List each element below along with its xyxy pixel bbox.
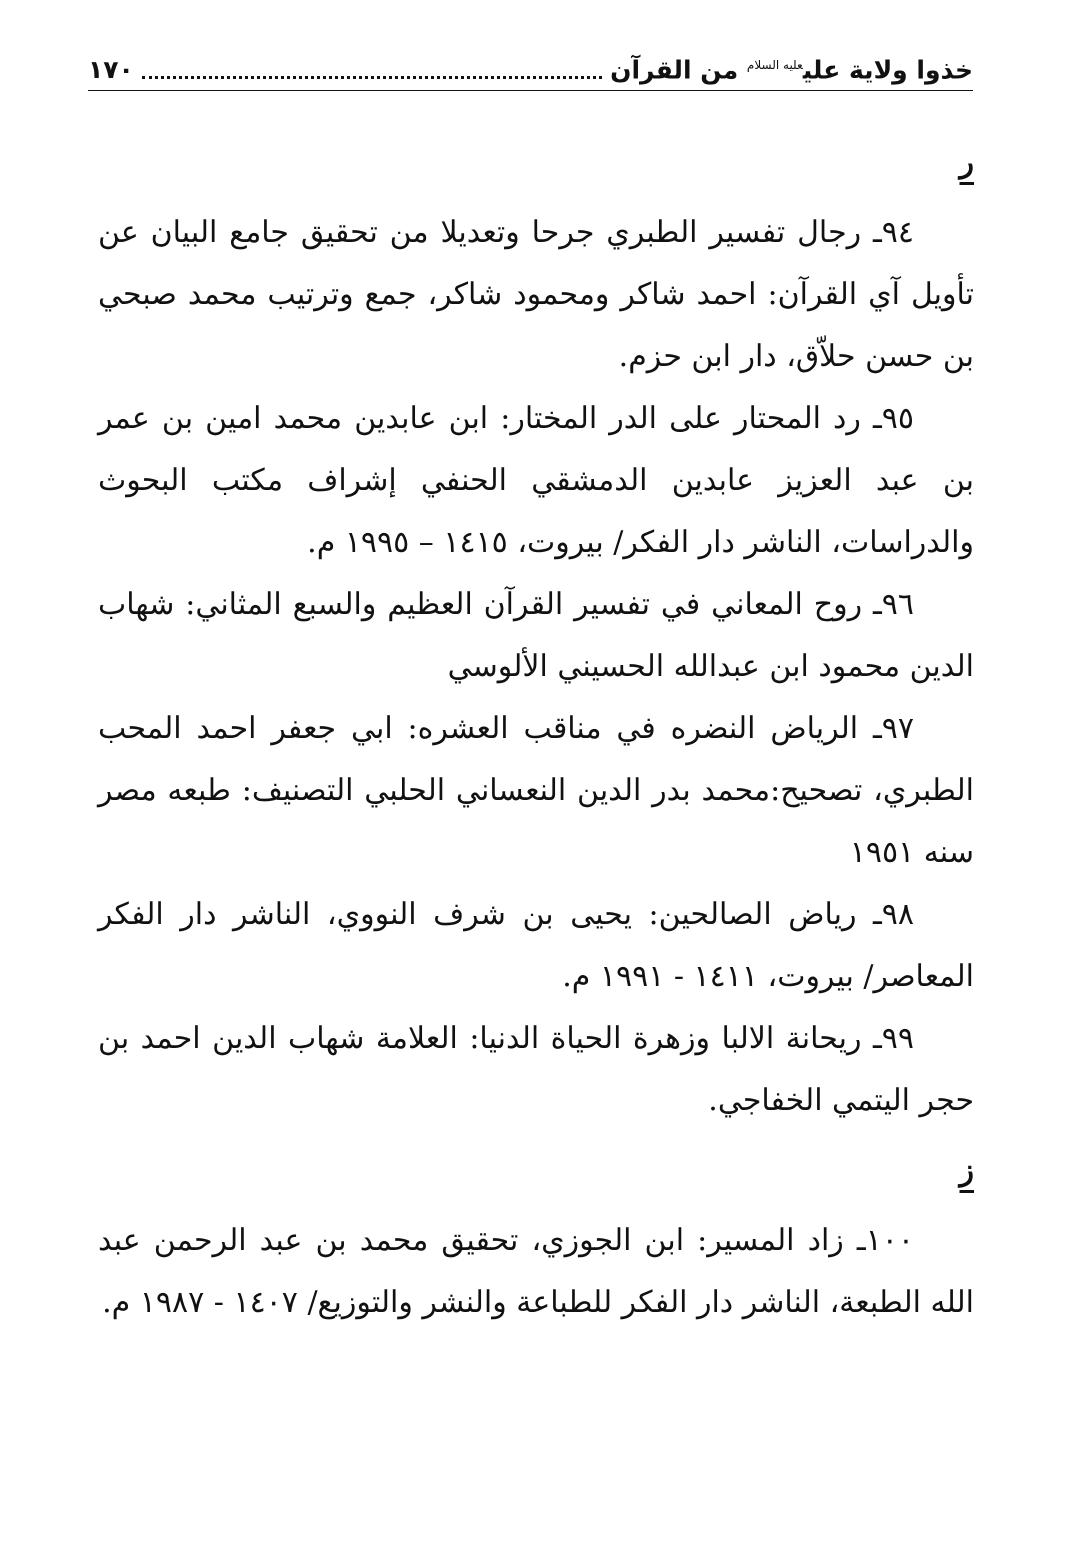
- running-header: [88, 44, 973, 86]
- header-rule: [88, 90, 973, 91]
- bibliography-entry-97: ٩٧ـ الرياض النضره في مناقب العشره: ابي جعفر احمد المحب الطبري، تصحيح:محمد بدر الدين النعساني الحلبي التصنيف: طبعه مصر سنه ١٩٥١: [98, 711, 974, 870]
- bibliography-entry-98: ٩٨ـ رياض الصالحين: يحيى بن شرف النووي، الناشر دار الفكر المعاصر/ بيروت، ١٤١١ - ١٩٩١ م.: [98, 897, 974, 994]
- bibliography-entry-99: ٩٩ـ ريحانة الالبا وزهرة الحياة الدنيا: العلامة شهاب الدين احمد بن حجر اليتمي الخفاجي.: [98, 1021, 974, 1118]
- bibliography-entry-95: ٩٥ـ رد المحتار على الدر المختار: ابن عابدين محمد امين بن عمر بن عبد العزيز عابدين الدمشقي الحنفي إشراف مكتب البحوث والدراسات، الناشر دار الفكر/ بيروت، ١٤١٥ – ١٩٩٥ م.: [98, 401, 974, 560]
- honorific-mark: عليه السلام: [746, 57, 803, 72]
- bibliography-entry-96: ٩٦ـ روح المعاني في تفسير القرآن العظيم والسبع المثاني: شهاب الدين محمود ابن عبدالله الحسيني الألوسي: [98, 587, 974, 684]
- spacer: [98, 1196, 974, 1210]
- spacer: [98, 188, 974, 202]
- header-title: خذوا ولاية علي$^{عليه السلام}$ من القرآن: [610, 55, 973, 84]
- bibliography-entry-100: ١٠٠ـ زاد المسير: ابن الجوزي، تحقيق محمد بن عبد الرحمن عبد الله الطبعة، الناشر دار الفكر للطباعة والنشر والتوزيع/ ١٤٠٧ - ١٩٨٧ م.: [98, 1223, 974, 1320]
- header-leader-dots: [142, 76, 602, 79]
- bibliography-content: [98, 138, 974, 1334]
- section-heading-ra: ر: [959, 145, 974, 180]
- section-heading-zay: ز: [959, 1153, 974, 1188]
- page-number: ١٧٠: [88, 55, 134, 84]
- bibliography-entry-94: ٩٤ـ رجال تفسير الطبري جرحا وتعديلا من تحقيق جامع البيان عن تأويل آي القرآن: احمد شاكر ومحمود شاكر، جمع وترتيب محمد صبحي بن حسن حلاّق، دار ابن حزم.: [98, 215, 974, 374]
